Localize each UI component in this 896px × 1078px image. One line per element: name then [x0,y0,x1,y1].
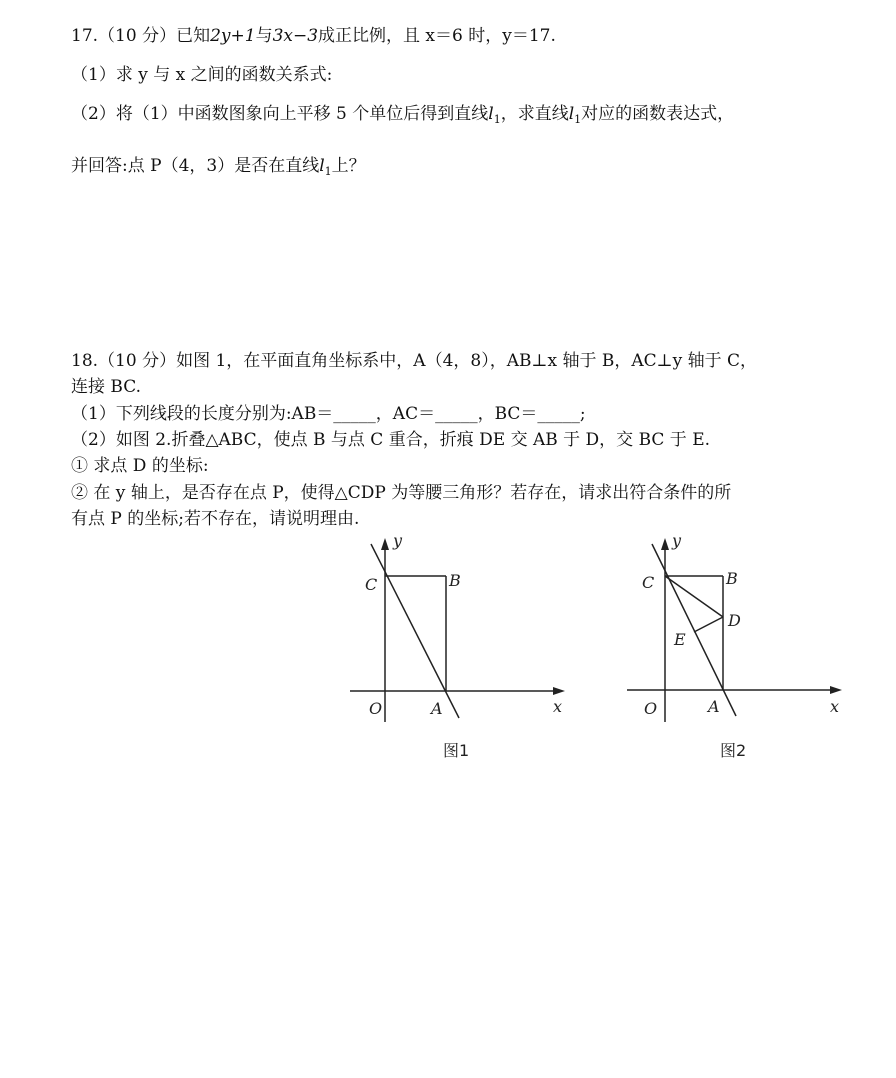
fig1-label-C: C [365,575,378,594]
fig2-label-C: C [642,573,655,592]
q17-mid: 与 [255,26,273,46]
q17-expr1: 2y+1 [210,26,256,46]
figure2 [622,532,852,736]
fig1-label-A: A [431,699,443,718]
q17-part2-c: 对应的函数表达式， [581,104,735,124]
line-l-sub: 1 [324,165,332,178]
line-l-var: l [568,104,575,124]
q17-line1 [71,25,556,47]
q18-sub2-line2: 有点 P 的坐标;若不存在，请说明理由. [71,509,360,529]
fig1-label-O: O [369,699,383,718]
line-l-sub: 1 [574,113,582,126]
fig2-label-O: O [644,699,658,718]
q17-part2-b: ，求直线 [500,104,569,124]
q18-part1: （1）下列线段的长度分别为:AB＝_____，AC＝_____，BC＝_____; [71,404,586,424]
q17-part2-line2 [71,155,366,183]
fig2-label-A: A [708,697,720,716]
q17-part1: （1）求 y 与 x 之间的函数关系式: [71,65,333,85]
q17-part2-line2-a: 并回答:点 P（4，3）是否在直线 [71,156,320,176]
q17-part2-line1 [71,103,734,131]
fig1-x-arrow [553,687,565,695]
q18-sub2-line1: ② 在 y 轴上，是否存在点 P，使得△CDP 为等腰三角形？若存在，请求出符合条件的所 [71,483,732,503]
q18-part2: （2）如图 2.折叠△ABC，使点 B 与点 C 重合，折痕 DE 交 AB 于 D，交 BC 于 E. [71,430,711,450]
q18-line1: 18.（10 分）如图 1，在平面直角坐标系中，A（4，8），AB⊥x 轴于 B，AC⊥y 轴于 C， [71,351,758,371]
q17-prefix: 17.（10 分）已知 [71,26,211,46]
figure2-svg [622,532,852,732]
fig2-segment-DE [694,617,723,632]
line-l-sub: 1 [493,113,501,126]
figure1-caption: 图1 [443,741,470,760]
fig2-x-arrow [830,686,842,694]
figure1-svg [345,532,575,732]
fig2-y-arrow [661,538,669,550]
line-l-var: l [488,104,494,124]
q17-part2-line2-b: 上？ [331,156,366,176]
q17-part2-a: （2）将（1）中函数图象向上平移 5 个单位后得到直线 [71,104,489,124]
fig2-label-y: y [672,532,682,550]
q18-sub1: ① 求点 D 的坐标: [71,456,209,476]
fig1-label-y: y [393,532,403,550]
fig2-segment-CD [665,576,723,617]
fig2-label-B: B [726,569,738,588]
figure1 [345,532,575,736]
fig1-label-x: x [553,697,563,716]
fig1-label-B: B [449,571,461,590]
fig2-label-E: E [674,630,686,649]
figure2-caption: 图2 [720,741,747,760]
fig2-label-x: x [830,697,840,716]
line-l-var: l [319,156,325,176]
q17-suffix: 成正比例，且 x＝6 时，y＝17. [318,26,556,46]
fig1-y-arrow [381,538,389,550]
q18-line2: 连接 BC. [71,377,142,397]
q17-expr2: 3x−3 [272,26,319,46]
fig2-label-D: D [728,611,741,630]
